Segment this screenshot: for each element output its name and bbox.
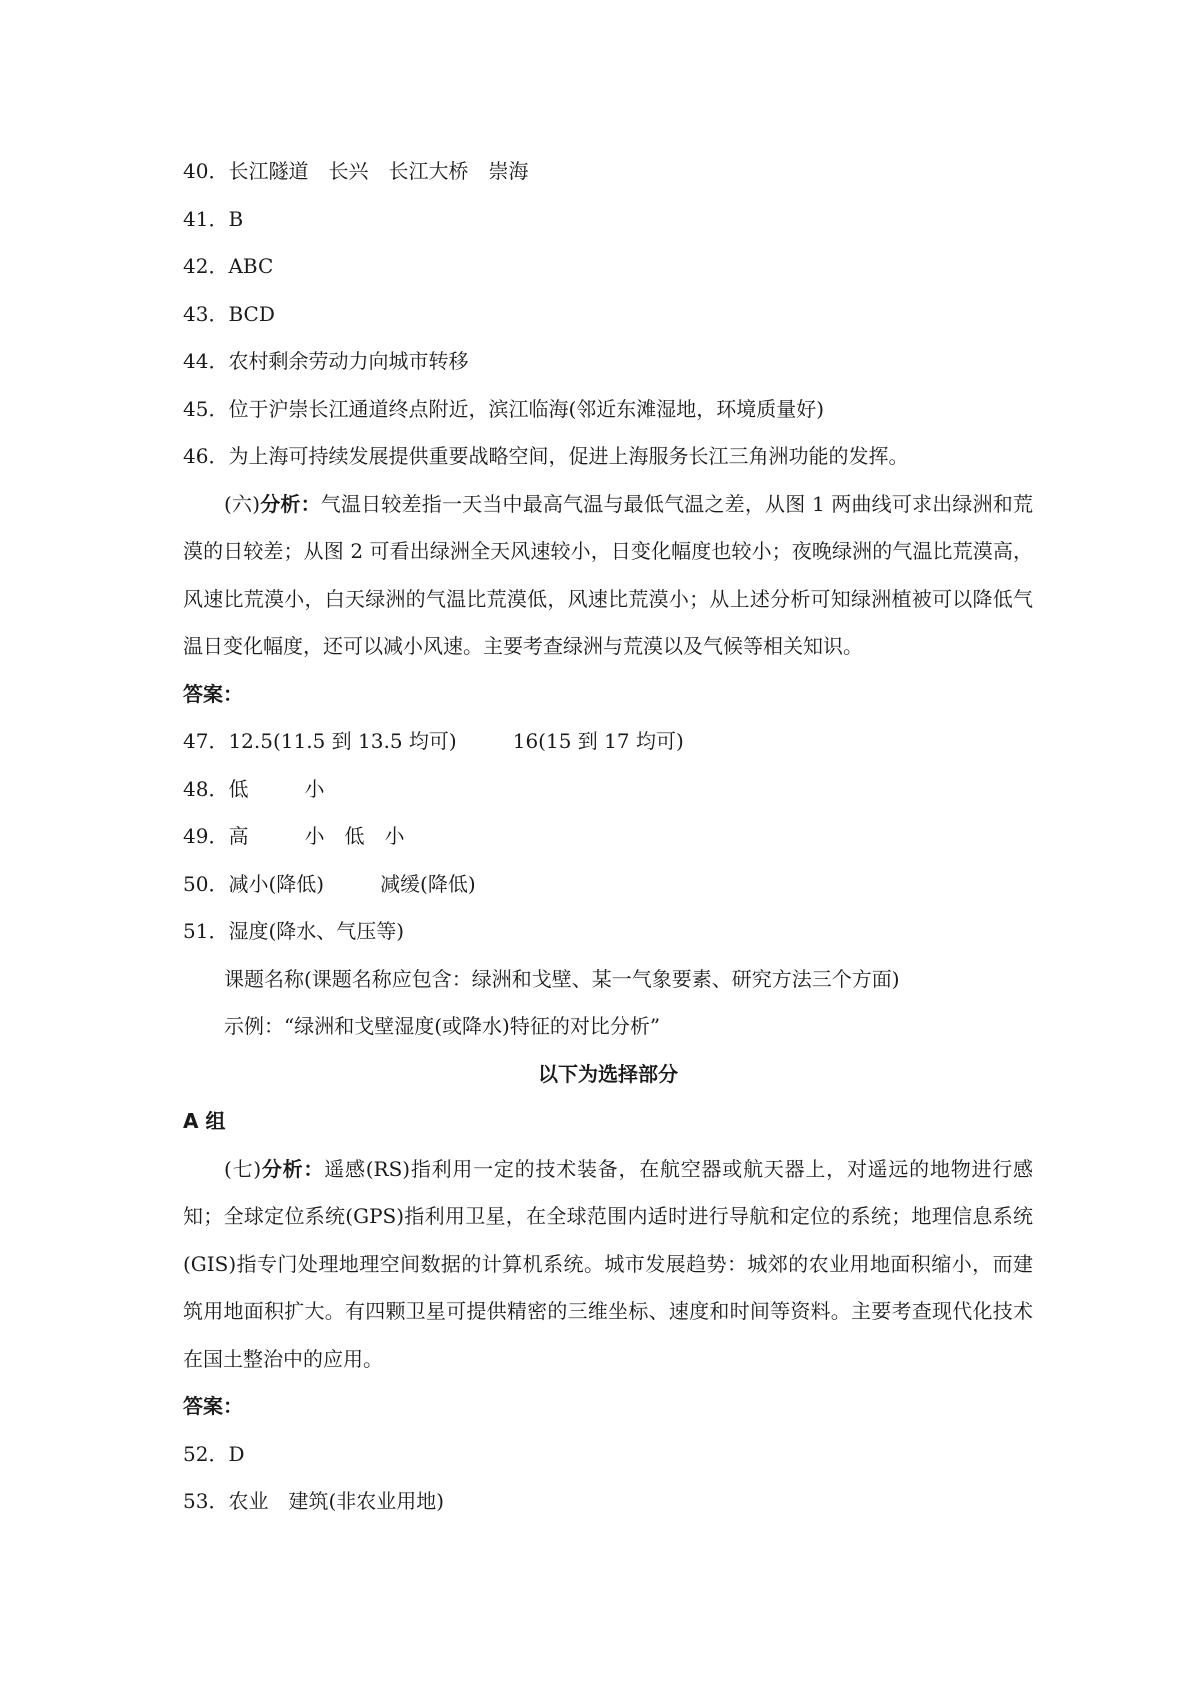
document-page [183,148,1033,1526]
analysis-body: 气温日较差指一天当中最高气温与最低气温之差，从图 1 两曲线可求出绿洲和荒漠的日较差；从图 2 可看出绿洲全天风速较小，日变化幅度也较小；夜晚绿洲的气温比荒漠高，风速比荒漠小，白天绿洲的气温比荒漠低，风速比荒漠小；从上述分析可知绿洲植被可以降低气温日变化幅度，还可以减小风速。主要考查绿洲与荒漠以及气候等相关知识。 [183,491,1033,658]
item-number: 44． [183,349,229,373]
item-text: 长江隧道 长兴 长江大桥 崇海 [228,159,529,183]
analysis-section-7 [183,1146,1033,1384]
item-number: 45． [183,396,229,421]
item-part: 小 低 小 [304,824,405,848]
item-number: 42． [183,254,229,278]
answer-item-44 [183,338,1033,386]
analysis-body: 遥感(RS)指利用一定的技术装备，在航空器或航天器上，对遥远的地物进行感知；全球定位系统(GPS)指利用卫星，在全球范围内适时进行导航和定位的系统；地理信息系统(GIS)指专门处理地理空间数据的计算机系统。城市发展趋势：城郊的农业用地面积缩小，而建筑用地面积扩大。有四颗卫星可提供精密的三维坐标、速度和时间等资料。主要考查现代化技术在国土整治中的应用。 [183,1156,1034,1371]
item-part: 减缓(降低) [380,871,476,896]
answer-item-53 [183,1478,1033,1526]
item-number: 47． [183,729,229,753]
item-part: 高 [228,824,249,848]
answer-item-46 [183,433,1033,481]
answer-item-51-topic: 课题名称(课题名称应包含：绿洲和戈壁、某一气象要素、研究方法三个方面) [224,966,900,991]
item-part: 16(15 到 17 均可) [512,729,684,753]
item-number: 49． [183,824,229,848]
answer-item-50 [183,861,1033,909]
answer-label: 答案： [183,681,243,706]
answer-item-42 [183,243,1033,291]
item-number: 52． [183,1441,229,1466]
item-text: 为上海可持续发展提供重要战略空间，促进上海服务长江三角洲功能的发挥。 [228,444,909,468]
section-heading: 以下为选择部分 [538,1061,678,1086]
item-text: 农业 建筑(非农业用地) [228,1489,445,1513]
item-number: 53． [183,1489,229,1513]
answer-item-48 [183,766,1033,814]
item-number: 43． [183,301,229,326]
item-part: 低 [228,776,249,801]
answer-item-40 [183,148,1033,196]
item-text: 湿度(降水、气压等) [228,919,405,943]
item-part: 小 [304,776,325,801]
item-number: 40． [183,159,229,183]
answer-item-52 [183,1431,1033,1479]
section-prefix: (六) [224,491,260,516]
item-number: 48． [183,776,229,801]
analysis-section-6 [183,481,1033,671]
answer-item-47 [183,718,1033,766]
answer-item-51-example: 示例：“绿洲和戈壁湿度(或降水)特征的对比分析” [224,1014,661,1038]
section-prefix: (七) [224,1156,262,1181]
item-text: 农村剩余劳动力向城市转移 [228,349,469,373]
analysis-label: 分析： [261,1156,325,1181]
analysis-label: 分析： [260,491,321,516]
item-text: D [228,1441,245,1466]
group-heading: A 组 [183,1109,226,1133]
answer-label: 答案： [183,1394,243,1418]
answer-item-43 [183,291,1033,339]
item-text: 位于沪崇长江通道终点附近，滨江临海(邻近东滩湿地，环境质量好) [228,396,825,421]
answer-item-45 [183,386,1033,434]
item-text: BCD [228,301,275,326]
item-number: 51． [183,919,229,943]
item-number: 41． [183,206,229,231]
answer-item-51 [183,908,1033,956]
item-text: ABC [228,254,274,278]
item-part: 减小(降低) [228,871,325,896]
item-text: B [228,206,244,231]
item-number: 50． [183,871,229,896]
item-part: 12.5(11.5 到 13.5 均可) [228,729,457,753]
item-number: 46． [183,444,229,468]
answer-item-41 [183,196,1033,244]
answer-item-49 [183,813,1033,861]
